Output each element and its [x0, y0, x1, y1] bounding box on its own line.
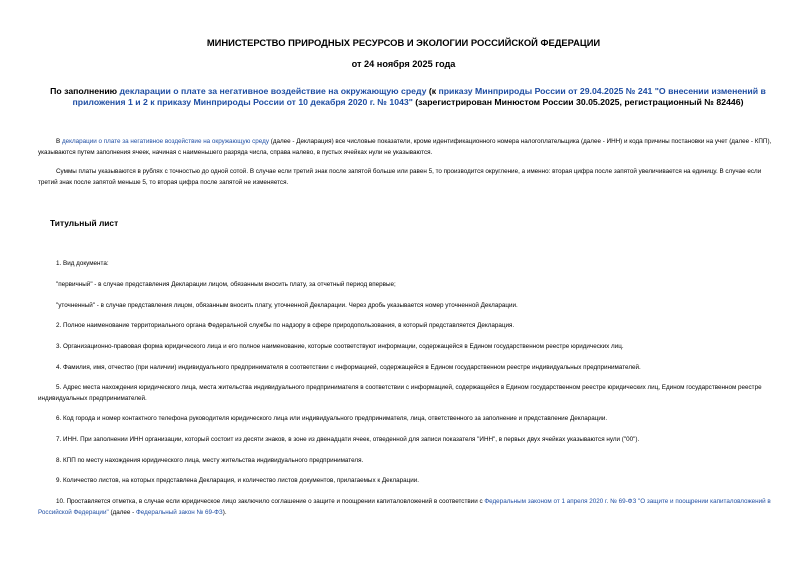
item-3: 3. Организационно-правовая форма юридического лица и его полное наименование, которые соответствуют информации, содержащейся в Едином государственном реестре юридических лиц. [56, 343, 624, 350]
item-1b: "уточненный" - в случае представления лицом, обязанным вносить плату, уточненной Декларации. Через дробь указывается номер уточненной Декларации. [56, 302, 518, 309]
declaration-link[interactable]: декларации о плате за негативное воздействие на окружающую среду [119, 86, 427, 96]
order-link[interactable]: приказу Минприроды России от 29.04.2025 № 241 "О внесении изменений в приложения 1 и 2 к приказу Минприроды России от 10 декабря 2020 г. № 1043" [72, 86, 766, 108]
item-10-suffix: ). [222, 508, 227, 516]
item-6: 6. Код города и номер контактного телефона руководителя юридического лица или индивидуального предпринимателя, лица, ответственного за заполнение и представление Декларации. [56, 415, 608, 422]
heading-prefix: По заполнению [50, 86, 120, 96]
item-10-prefix: 10. Проставляется отметка, в случае если юридическое лицо заключило соглашение о защите и поощрении капиталовложений в соответствии с [56, 498, 485, 505]
item-1a: "первичный" - в случае представления Декларации лицом, обязанным вносить плату, за отчетный период впервые; [56, 281, 396, 288]
document-heading [38, 86, 778, 109]
section-title: Титульный лист [50, 218, 119, 228]
federal-law-link[interactable]: Федеральным законом от 1 апреля 2020 г. № 69-ФЗ "О защите и поощрении капиталовложений в Российской Федерации" [38, 498, 771, 516]
item-5: 5. Адрес места нахождения юридического лица, места жительства индивидуального предпринимателя в соответствии с информацией, содержащейся в Едином государственном реестре юридических лиц, Едином государственном реестре индивидуальных предпринимателей. [38, 384, 762, 402]
heading-mid: (к [426, 86, 439, 96]
heading-suffix: (зарегистрирован Минюстом России 30.05.2025, регистрационный № 82446) [412, 97, 744, 108]
federal-law-short-link[interactable]: Федеральный закон № 69-ФЗ [136, 508, 223, 516]
intro-p1-rest: (далее - Декларация) все числовые показатели, кроме идентификационного номера налогоплательщика (далее - ИНН) и кода причины постановки на учет (далее - КПП), указываются путем заполнения ячеек, начиная с наименьшего разряда числа, справа налево, в пустых ячейках нули не указываются. [38, 138, 772, 156]
document-date: от 24 ноября 2025 года [351, 59, 456, 69]
intro-paragraph-1 [38, 137, 780, 158]
item-10 [38, 497, 780, 518]
item-10-mid: (далее - [108, 508, 137, 516]
item-7: 7. ИНН. При заполнении ИНН организации, который состоит из десяти знаков, в зоне из двенадцати ячеек, отведенной для записи показателя "ИНН", в первых двух ячейках указываются нули ("00"). [56, 436, 640, 443]
item-9: 9. Количество листов, на которых представлена Декларация, и количество листов документов, прилагаемых к Декларации. [56, 477, 420, 484]
intro-p1-prefix: В [56, 138, 62, 145]
item-4: 4. Фамилия, имя, отчество (при наличии) индивидуального предпринимателя в соответствии с информацией, содержащейся в Едином государственном реестре индивидуальных предпринимателей. [56, 364, 641, 371]
ministry-title: МИНИСТЕРСТВО ПРИРОДНЫХ РЕСУРСОВ И ЭКОЛОГИИ РОССИЙСКОЙ ФЕДЕРАЦИИ [206, 37, 601, 48]
item-8: 8. КПП по месту нахождения юридического лица, месту жительства индивидуального предпринимателя. [56, 457, 364, 464]
item-1: 1. Вид документа: [56, 260, 109, 267]
intro-paragraph-2: Суммы платы указываются в рублях с точностью до одной сотой. В случае если третий знак после запятой больше или равен 5, то производится округление, а именно: вторая цифра после запятой увеличивается на единицу. В случае если третий знак после запятой меньше 5, то вторая цифра после запятой не изменяется. [38, 168, 762, 186]
item-2: 2. Полное наименование территориального органа Федеральной службы по надзору в сфере природопользования, в который представляется Декларация. [56, 322, 515, 329]
intro-declaration-link[interactable]: декларации о плате за негативное воздействие на окружающую среду [61, 138, 269, 145]
